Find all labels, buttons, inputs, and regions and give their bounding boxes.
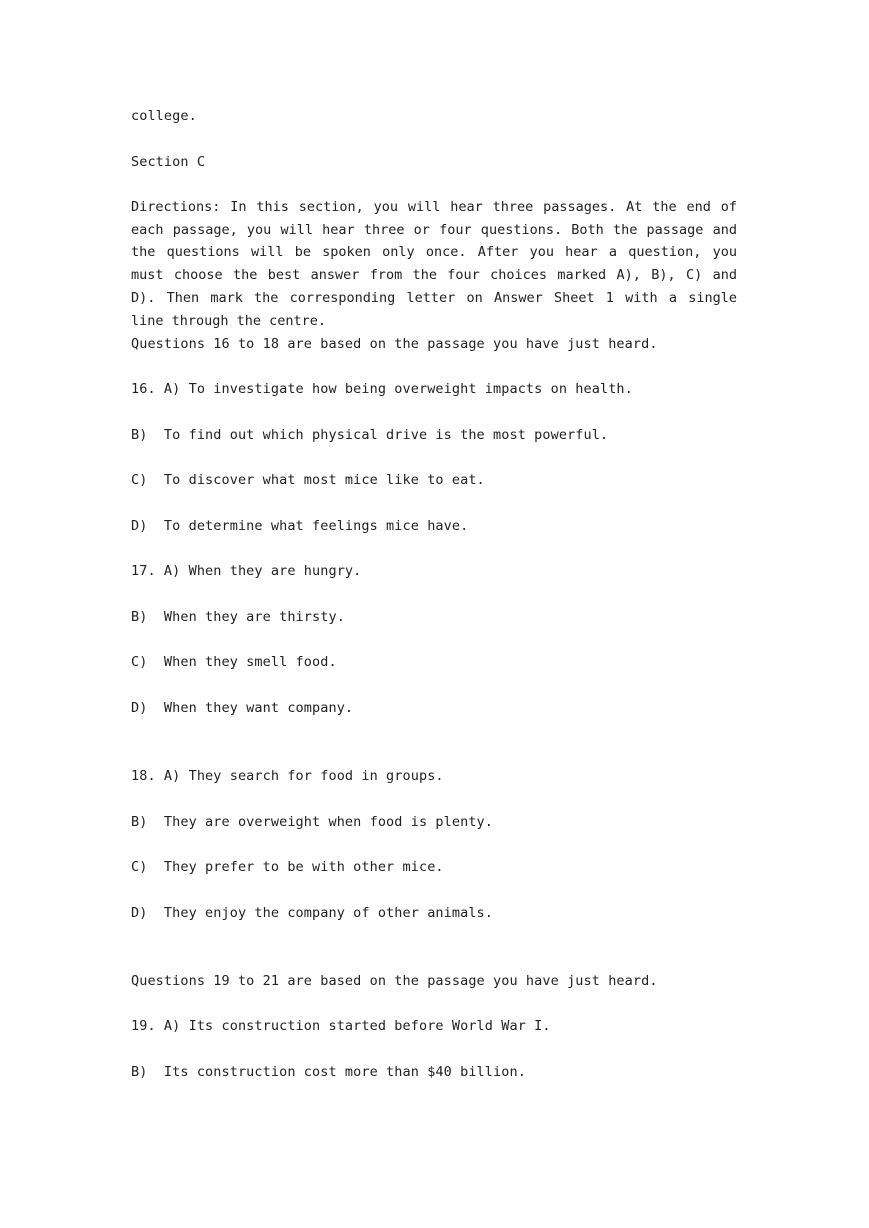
question-18-option-a: 18. A) They search for food in groups.	[131, 768, 444, 784]
continuation-text: college.	[131, 108, 197, 124]
question-18-option-d: D) They enjoy the company of other animals.	[131, 905, 494, 921]
question-19-option-b: B) Its construction cost more than $40 billion.	[131, 1064, 526, 1080]
question-17-option-a: 17. A) When they are hungry.	[131, 563, 362, 579]
question-19-option-a: 19. A) Its construction started before World War I.	[131, 1018, 551, 1034]
question-16-option-b: B) To find out which physical drive is the most powerful.	[131, 427, 609, 443]
question-17-option-b: B) When they are thirsty.	[131, 609, 345, 625]
question-16-option-a: 16. A) To investigate how being overweight impacts on health.	[131, 381, 633, 397]
question-group-intro-16-18: Questions 16 to 18 are based on the passage you have just heard.	[131, 336, 658, 352]
question-16-option-c: C) To discover what most mice like to eat.	[131, 472, 485, 488]
section-title: Section C	[131, 154, 206, 170]
question-18-option-b: B) They are overweight when food is plenty.	[131, 814, 494, 830]
question-17-option-d: D) When they want company.	[131, 700, 354, 716]
question-17-option-c: C) When they smell food.	[131, 654, 337, 670]
question-16-option-d: D) To determine what feelings mice have.	[131, 518, 469, 534]
question-18-option-c: C) They prefer to be with other mice.	[131, 859, 444, 875]
directions-paragraph: Directions: In this section, you will hear three passages. At the end of each passage, you will hear three or four questions. Both the passage and the questions will be spoken only once. After you hear a question, you must choose the best answer from the four choices marked A), B), C) and D). Then mark the corresponding letter on Answer Sheet 1 with a single line through the centre.	[131, 199, 737, 329]
question-group-intro-19-21: Questions 19 to 21 are based on the passage you have just heard.	[131, 973, 658, 989]
